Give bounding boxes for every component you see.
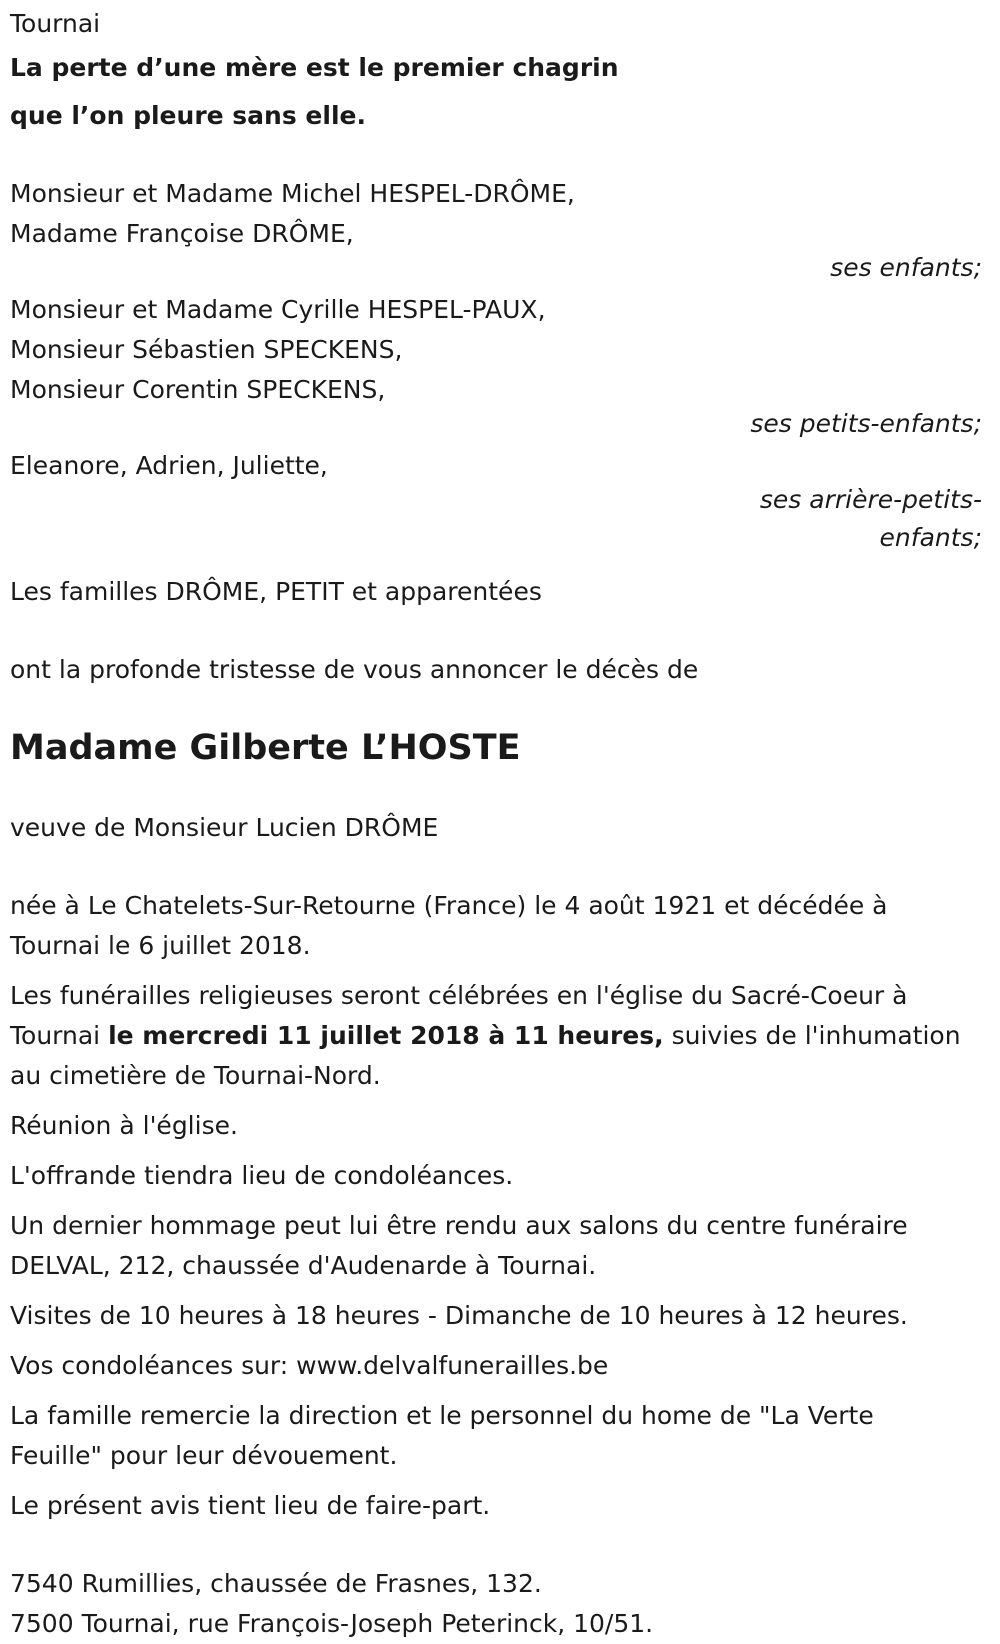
quote-line-2: que l’on pleure sans elle. <box>10 101 366 130</box>
deceased-name: Madame Gilberte L’HOSTE <box>10 728 521 768</box>
notice: Le présent avis tient lieu de faire-part. <box>10 1491 491 1520</box>
funeral-info <box>10 976 970 1096</box>
widow-of: veuve de Monsieur Lucien DRÔME <box>10 813 439 842</box>
family-name: Monsieur Corentin SPECKENS, <box>10 375 386 404</box>
funeral-text: Les funérailles religieuses seront célébrées en l'église du Sacré-Coeur à Tournai <box>10 981 908 1050</box>
birth-death: née à Le Chatelets-Sur-Retourne (France) le 4 août 1921 et décédée à Tournai le 6 juillet 2018. <box>10 891 888 960</box>
family-name: Monsieur et Madame Michel HESPEL-DRÔME, <box>10 179 575 208</box>
condolences: Vos condoléances sur: www.delvalfunerailles.be <box>10 1351 609 1380</box>
family-name: Madame Françoise DRÔME, <box>10 219 354 248</box>
funeral-date: le mercredi 11 juillet 2018 à 11 heures, <box>108 1021 664 1050</box>
family-group-grandchildren <box>10 290 982 444</box>
address-2: 7500 Tournai, rue François-Joseph Peterinck, 10/51. <box>10 1609 654 1638</box>
announcement: ont la profonde tristesse de vous annoncer le décès de <box>10 655 699 684</box>
family-name: Eleanore, Adrien, Juliette, <box>10 451 328 480</box>
tribute: Un dernier hommage peut lui être rendu aux salons du centre funéraire DELVAL, 212, chaussée d'Audenarde à Tournai. <box>10 1211 908 1280</box>
quote-line-1: La perte d’une mère est le premier chagrin <box>10 53 619 82</box>
address-1: 7540 Rumillies, chaussée de Frasnes, 132. <box>10 1569 542 1598</box>
reunion: Réunion à l'église. <box>10 1111 238 1140</box>
thanks: La famille remercie la direction et le personnel du home de "La Verte Feuille" pour leur dévouement. <box>10 1401 874 1470</box>
city: Tournai <box>10 9 101 38</box>
relation-label: ses enfants; <box>830 253 982 282</box>
relation-label: ses petits-enfants; <box>750 409 982 438</box>
family-name: Monsieur et Madame Cyrille HESPEL-PAUX, <box>10 295 546 324</box>
families: Les familles DRÔME, PETIT et apparentées <box>10 577 542 606</box>
family-name: Monsieur Sébastien SPECKENS, <box>10 335 403 364</box>
family-group-children <box>10 174 982 288</box>
family-group-great-grandchildren <box>10 446 982 558</box>
visits: Visites de 10 heures à 18 heures - Dimanche de 10 heures à 12 heures. <box>10 1301 908 1330</box>
relation-label: enfants; <box>879 523 982 552</box>
funeral-text-2: suivies de l'inhumation au cimetière de Tournai-Nord. <box>10 1021 961 1090</box>
offering: L'offrande tiendra lieu de condoléances. <box>10 1161 514 1190</box>
relation-label: ses arrière-petits- <box>759 485 982 514</box>
